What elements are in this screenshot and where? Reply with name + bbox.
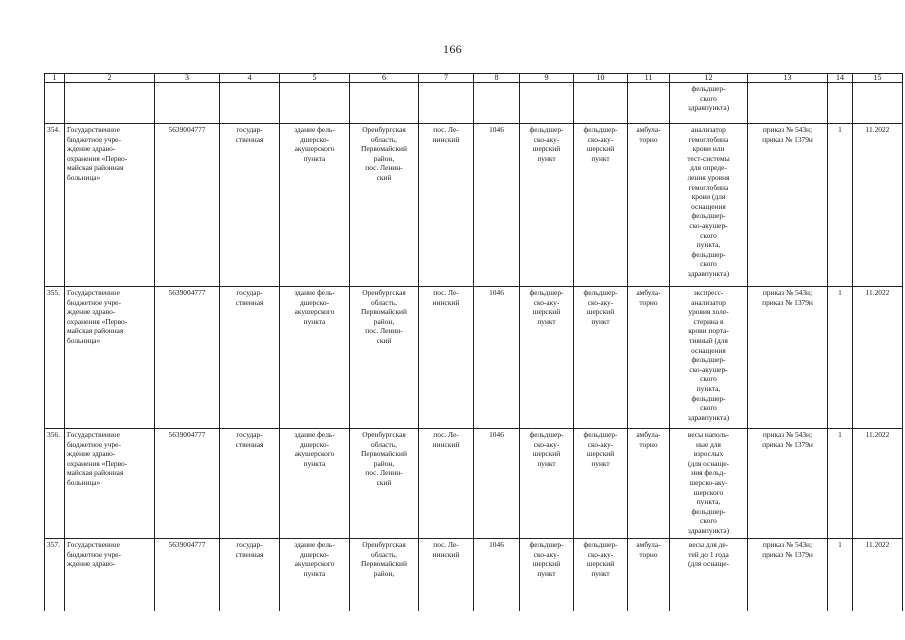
cell-order: приказ № 543н; приказ № 1379н	[748, 124, 828, 287]
cell-organization: Государственное бюджетное учре- ждение здраво-	[65, 539, 155, 612]
cell-order: приказ № 543н; приказ № 1379н	[748, 429, 828, 539]
cell-qty	[828, 83, 853, 124]
column-header-14: 14	[828, 74, 853, 83]
cell-settlement: пос. Ле- нинский	[419, 429, 474, 539]
cell-order	[748, 83, 828, 124]
cell-ownership: государ- ственная	[220, 539, 280, 612]
cell-date: 11.2022	[853, 124, 903, 287]
cell-equipment: весы для де- тей до 1 года (для оснаще-	[670, 539, 748, 612]
cell-population	[474, 83, 520, 124]
cell-date	[853, 83, 903, 124]
cell-facility: фельдшер- ско-аку- шерский пункт	[520, 124, 574, 287]
cell-address: Оренбургская область, Первомайский район, пос. Ленин- ский	[350, 287, 419, 429]
cell-facility: фельдшер- ско-аку- шерский пункт	[520, 287, 574, 429]
cell-date: 11.2022	[853, 539, 903, 612]
cell-facility: фельдшер- ско-аку- шерский пункт	[520, 539, 574, 612]
table-row	[45, 124, 903, 287]
cell-qty: 1	[828, 287, 853, 429]
cell-settlement: пос. Ле- нинский	[419, 287, 474, 429]
cell-date: 11.2022	[853, 429, 903, 539]
column-header-11: 11	[628, 74, 670, 83]
column-header-13: 13	[748, 74, 828, 83]
cell-num: 356.	[45, 429, 65, 539]
cell-population: 1046	[474, 124, 520, 287]
cell-inn: 5639004777	[155, 539, 220, 612]
cell-equipment: фельдшер- ского здравпункта)	[670, 83, 748, 124]
equipment-table	[44, 73, 903, 611]
cell-settlement: пос. Ле- нинский	[419, 539, 474, 612]
cell-building: здание фель- дшерско- акушерского пункта	[280, 429, 350, 539]
cell-organization: Государственное бюджетное учре- ждение здраво- охранения «Перво- майская районная больница»	[65, 429, 155, 539]
column-header-4: 4	[220, 74, 280, 83]
cell-organization	[65, 83, 155, 124]
cell-ownership: государ- ственная	[220, 287, 280, 429]
cell-equipment: анализатор гемоглобина крови или тест-системы для опреде- ления уровня гемоглобина крови (для оснащения фельдшер- ско-акушер- ского пункта, фельдшер- ского здравпункта)	[670, 124, 748, 287]
cell-care-type: амбула- торно	[628, 539, 670, 612]
cell-ownership	[220, 83, 280, 124]
cell-settlement: пос. Ле- нинский	[419, 124, 474, 287]
table-row	[45, 287, 903, 429]
cell-date: 11.2022	[853, 287, 903, 429]
column-header-8: 8	[474, 74, 520, 83]
cell-equipment: экспресс- анализатор уровня холе- стерина в крови порта- тивный (для оснащения фельдшер- ско-акушер- ского пункта, фельдшер- ского здравпункта)	[670, 287, 748, 429]
cell-num: 357.	[45, 539, 65, 612]
cell-care-type: амбула- торно	[628, 124, 670, 287]
cell-organization: Государственное бюджетное учре- ждение здраво- охранения «Перво- майская районная больница»	[65, 287, 155, 429]
column-header-9: 9	[520, 74, 574, 83]
page-number: 166	[443, 42, 462, 56]
cell-inn: 5639004777	[155, 429, 220, 539]
cell-population: 1046	[474, 539, 520, 612]
cell-ownership: государ- ственная	[220, 429, 280, 539]
cell-building	[280, 83, 350, 124]
cell-num: 355.	[45, 287, 65, 429]
cell-address: Оренбургская область, Первомайский район, пос. Ленин- ский	[350, 429, 419, 539]
cell-order: приказ № 543н; приказ № 1379н	[748, 287, 828, 429]
column-header-1: 1	[45, 74, 65, 83]
cell-population: 1046	[474, 429, 520, 539]
cell-unit: фельдшер- ско-аку- шерский пункт	[574, 429, 628, 539]
cell-qty: 1	[828, 124, 853, 287]
cell-order: приказ № 543н; приказ № 1379н	[748, 539, 828, 612]
cell-building: здание фель- дшерско- акушерского пункта	[280, 287, 350, 429]
column-header-10: 10	[574, 74, 628, 83]
column-header-15: 15	[853, 74, 903, 83]
cell-unit: фельдшер- ско-аку- шерский пункт	[574, 287, 628, 429]
table-row	[45, 429, 903, 539]
cell-inn: 5639004777	[155, 287, 220, 429]
continuation-row	[45, 83, 903, 124]
cell-equipment: весы наполь- ные для взрослых (для оснаще- ния фельд- шерско-аку- шерского пункта, фельдшер- ского здравпункта)	[670, 429, 748, 539]
column-header-7: 7	[419, 74, 474, 83]
cell-population: 1046	[474, 287, 520, 429]
cell-care-type	[628, 83, 670, 124]
cell-address	[350, 83, 419, 124]
cell-address: Оренбургская область, Первомайский район, пос. Ленин- ский	[350, 124, 419, 287]
cell-inn	[155, 83, 220, 124]
cell-building: здание фель- дшерско- акушерского пункта	[280, 539, 350, 612]
cell-address: Оренбургская область, Первомайский район,	[350, 539, 419, 612]
cell-settlement	[419, 83, 474, 124]
cell-inn: 5639004777	[155, 124, 220, 287]
cell-num: 354.	[45, 124, 65, 287]
cell-ownership: государ- ственная	[220, 124, 280, 287]
header-row	[45, 74, 903, 83]
column-header-6: 6	[350, 74, 419, 83]
column-header-3: 3	[155, 74, 220, 83]
table-row	[45, 539, 903, 612]
cell-qty: 1	[828, 429, 853, 539]
cell-qty: 1	[828, 539, 853, 612]
cell-facility	[520, 83, 574, 124]
cell-building: здание фель- дшерско- акушерского пункта	[280, 124, 350, 287]
column-header-5: 5	[280, 74, 350, 83]
column-header-12: 12	[670, 74, 748, 83]
column-header-2: 2	[65, 74, 155, 83]
cell-organization: Государственное бюджетное учре- ждение здраво- охранения «Перво- майская районная больница»	[65, 124, 155, 287]
cell-care-type: амбула- торно	[628, 429, 670, 539]
cell-care-type: амбула- торно	[628, 287, 670, 429]
cell-facility: фельдшер- ско-аку- шерский пункт	[520, 429, 574, 539]
cell-num	[45, 83, 65, 124]
cell-unit: фельдшер- ско-аку- шерский пункт	[574, 124, 628, 287]
cell-unit	[574, 83, 628, 124]
cell-unit: фельдшер- ско-аку- шерский пункт	[574, 539, 628, 612]
